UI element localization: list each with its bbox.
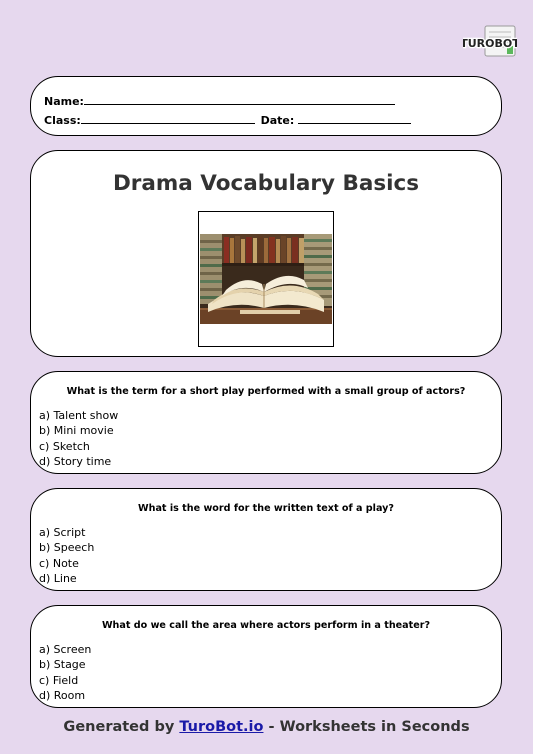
date-label: Date: (260, 114, 295, 127)
question-card-3 (30, 605, 502, 708)
name-row (44, 93, 395, 108)
turobot-logo (463, 24, 517, 60)
class-field[interactable] (81, 112, 255, 124)
worksheet-title: Drama Vocabulary Basics (112, 171, 420, 196)
answer-option-d[interactable]: d) Room (39, 688, 86, 702)
answer-option-d[interactable]: d) Line (39, 571, 77, 585)
answer-option-a[interactable]: a) Script (39, 526, 86, 539)
answer-option-b[interactable]: b) Speech (39, 541, 95, 555)
answer-option-c[interactable]: c) Note (39, 556, 79, 570)
answer-option-c[interactable]: c) Sketch (39, 439, 90, 453)
question-text: What do we call the area where actors perform in a theater? (101, 620, 431, 631)
answer-option-b[interactable]: b) Mini movie (39, 424, 114, 438)
books-image (198, 211, 334, 347)
answer-option-a[interactable]: a) Talent show (39, 409, 119, 422)
date-field[interactable] (298, 112, 411, 124)
question-text: What is the word for the written text of a play? (138, 503, 394, 514)
student-info-card (30, 76, 502, 136)
books-illustration (200, 234, 332, 324)
class-label: Class: (44, 114, 81, 127)
class-date-row (44, 112, 411, 127)
question-card-2 (30, 488, 502, 591)
answer-option-a[interactable]: a) Screen (39, 643, 92, 656)
robot-logo-icon (463, 24, 517, 60)
footer (0, 719, 533, 735)
answer-option-c[interactable]: c) Field (39, 673, 79, 687)
answer-option-d[interactable]: d) Story time (39, 454, 112, 468)
name-field[interactable] (84, 93, 395, 105)
svg-text:TUROBOT: TUROBOT (463, 37, 517, 50)
answer-options (39, 408, 118, 469)
answer-option-b[interactable]: b) Stage (39, 658, 86, 672)
answer-options (39, 525, 94, 586)
footer-suffix: - Worksheets in Seconds (268, 719, 470, 735)
turobot-link[interactable]: TuroBot.io (179, 719, 264, 735)
question-card-1 (30, 371, 502, 474)
footer-prefix: Generated by (63, 719, 175, 735)
title-card (30, 150, 502, 357)
question-text: What is the term for a short play performed with a small group of actors? (66, 386, 466, 397)
name-label: Name: (44, 95, 84, 108)
answer-options (39, 642, 91, 703)
